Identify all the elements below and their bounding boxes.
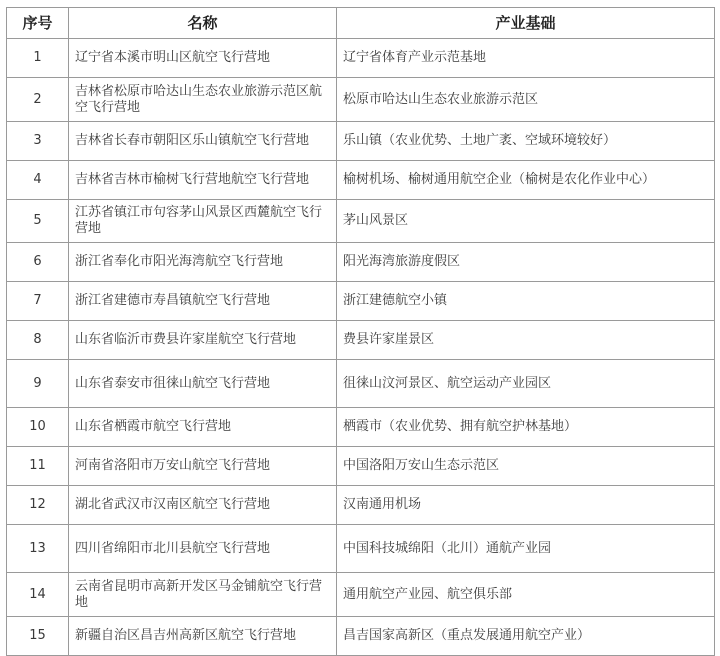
row-industry-base: 栖霞市（农业优势、拥有航空护林基地） [337, 408, 715, 447]
row-industry-base: 徂徕山汶河景区、航空运动产业园区 [337, 360, 715, 408]
row-industry-base: 汉南通用机场 [337, 486, 715, 525]
row-name: 吉林省长春市朝阳区乐山镇航空飞行营地 [69, 122, 337, 161]
table-row [7, 573, 715, 617]
table-header [7, 8, 715, 39]
row-index: 10 [7, 408, 69, 447]
table-row [7, 617, 715, 656]
table-row [7, 78, 715, 122]
row-index: 6 [7, 243, 69, 282]
row-industry-base: 中国科技城绵阳（北川）通航产业园 [337, 525, 715, 573]
row-index: 1 [7, 39, 69, 78]
row-name: 湖北省武汉市汉南区航空飞行营地 [69, 486, 337, 525]
table-row [7, 525, 715, 573]
row-index: 7 [7, 282, 69, 321]
row-industry-base: 通用航空产业园、航空俱乐部 [337, 573, 715, 617]
table-row [7, 200, 715, 243]
row-industry-base: 中国洛阳万安山生态示范区 [337, 447, 715, 486]
row-industry-base: 浙江建德航空小镇 [337, 282, 715, 321]
row-name: 山东省栖霞市航空飞行营地 [69, 408, 337, 447]
row-industry-base: 松原市哈达山生态农业旅游示范区 [337, 78, 715, 122]
table-row [7, 321, 715, 360]
header-industry-base: 产业基础 [337, 8, 715, 39]
row-index: 8 [7, 321, 69, 360]
header-row [7, 8, 715, 39]
row-index: 3 [7, 122, 69, 161]
table-row [7, 408, 715, 447]
header-name: 名称 [69, 8, 337, 39]
row-index: 15 [7, 617, 69, 656]
row-name: 浙江省建德市寿昌镇航空飞行营地 [69, 282, 337, 321]
table-row [7, 282, 715, 321]
row-industry-base: 茅山风景区 [337, 200, 715, 243]
row-name: 新疆自治区昌吉州高新区航空飞行营地 [69, 617, 337, 656]
row-industry-base: 榆树机场、榆树通用航空企业（榆树是农化作业中心） [337, 161, 715, 200]
row-index: 12 [7, 486, 69, 525]
row-index: 14 [7, 573, 69, 617]
row-industry-base: 昌吉国家高新区（重点发展通用航空产业） [337, 617, 715, 656]
row-name: 吉林省松原市哈达山生态农业旅游示范区航空飞行营地 [69, 78, 337, 122]
row-industry-base: 辽宁省体育产业示范基地 [337, 39, 715, 78]
table-row [7, 243, 715, 282]
row-index: 9 [7, 360, 69, 408]
table-row [7, 360, 715, 408]
row-index: 4 [7, 161, 69, 200]
table-row [7, 447, 715, 486]
row-name: 江苏省镇江市句容茅山风景区西麓航空飞行营地 [69, 200, 337, 243]
row-name: 云南省昆明市高新开发区马金铺航空飞行营地 [69, 573, 337, 617]
row-index: 2 [7, 78, 69, 122]
row-industry-base: 乐山镇（农业优势、土地广袤、空域环境较好） [337, 122, 715, 161]
table-body [7, 39, 715, 656]
table-row [7, 39, 715, 78]
airfield-camp-table [6, 7, 715, 656]
row-industry-base: 阳光海湾旅游度假区 [337, 243, 715, 282]
header-index: 序号 [7, 8, 69, 39]
row-name: 吉林省吉林市榆树飞行营地航空飞行营地 [69, 161, 337, 200]
row-index: 5 [7, 200, 69, 243]
row-index: 13 [7, 525, 69, 573]
row-name: 山东省临沂市费县许家崖航空飞行营地 [69, 321, 337, 360]
row-index: 11 [7, 447, 69, 486]
row-name: 山东省泰安市徂徕山航空飞行营地 [69, 360, 337, 408]
table-row [7, 486, 715, 525]
row-name: 辽宁省本溪市明山区航空飞行营地 [69, 39, 337, 78]
row-name: 浙江省奉化市阳光海湾航空飞行营地 [69, 243, 337, 282]
table-row [7, 122, 715, 161]
row-name: 四川省绵阳市北川县航空飞行营地 [69, 525, 337, 573]
row-name: 河南省洛阳市万安山航空飞行营地 [69, 447, 337, 486]
row-industry-base: 费县许家崖景区 [337, 321, 715, 360]
airfield-camp-table-container [6, 7, 714, 656]
table-row [7, 161, 715, 200]
